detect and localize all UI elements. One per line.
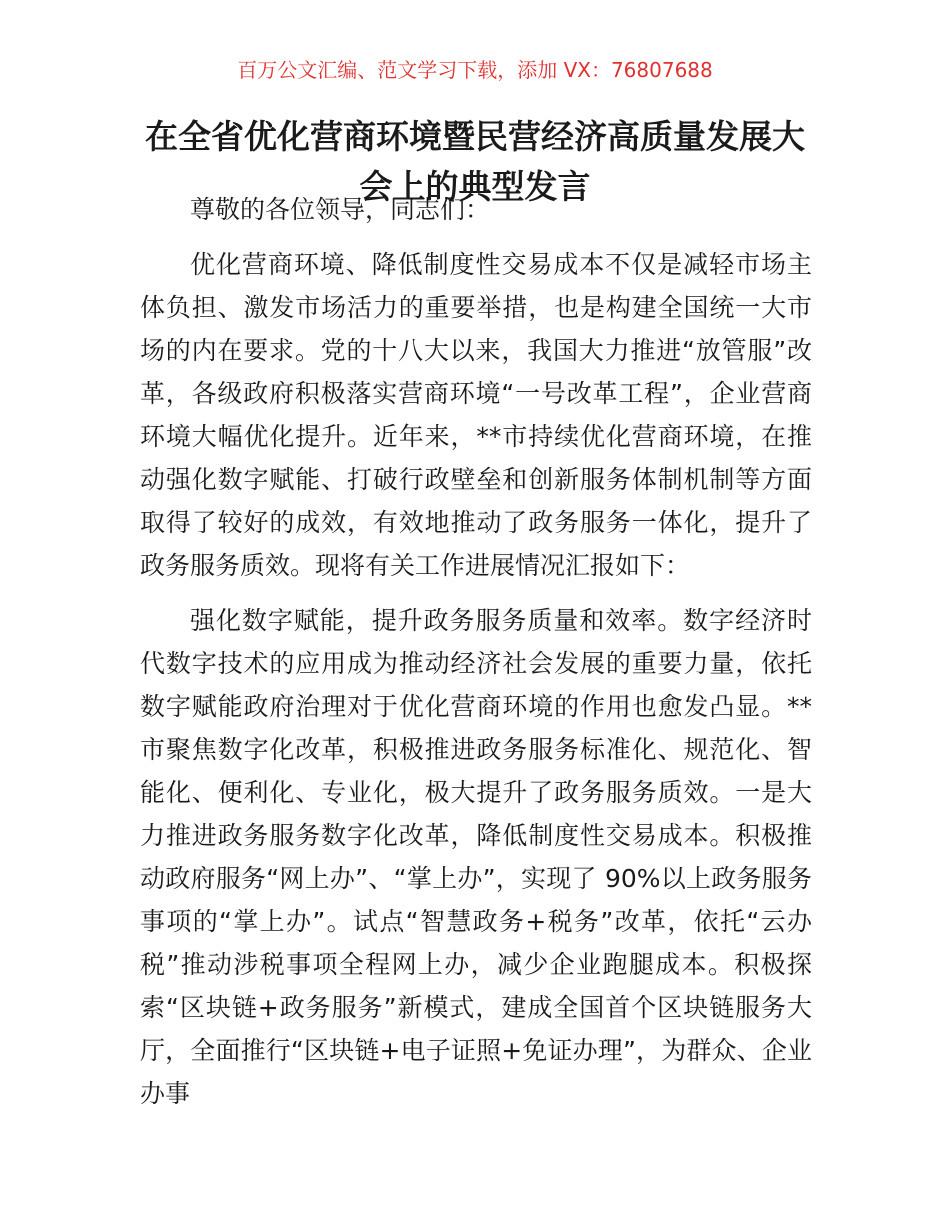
document-body [140, 188, 812, 1127]
document-title: 在全省优化营商环境暨民营经济高质量发展大会上的典型发言 [145, 117, 805, 206]
paragraph-intro: 优化营商环境、降低制度性交易成本不仅是减轻市场主体负担、激发市场活力的重要举措，也是构建全国统一大市场的内在要求。党的十八大以来，我国大力推进“放管服”改革，各级政府积极落实营商环境“一号改革工程”，企业营商环境大幅优化提升。近年来，**市持续优化营商环境，在推动强化数字赋能、打破行政壁垒和创新服务体制机制等方面取得了较好的成效，有效地推动了政务服务一体化，提升了政务服务质效。现将有关工作进展情况汇报如下： [140, 250, 812, 580]
greeting: 尊敬的各位领导，同志们： [190, 195, 491, 224]
promo-header: 百万公文汇编、范文学习下载，添加 VX：76807688 [237, 58, 713, 82]
paragraph-digital-empowerment: 强化数字赋能，提升政务服务质量和效率。数字经济时代数字技术的应用成为推动经济社会发展的重要力量，依托数字赋能政府治理对于优化营商环境的作用也愈发凸显。**市聚焦数字化改革，积极推进政务服务标准化、规范化、智能化、便利化、专业化，极大提升了政务服务质效。一是大力推进政务服务数字化改革，降低制度性交易成本。积极推动政府服务“网上办”、“掌上办”，实现了 90%以上政务服务事项的“掌上办”。试点“智慧政务+税务”改革，依托“云办税”推动涉税事项全程网上办，减少企业跑腿成本。积极探索“区块链+政务服务”新模式，建成全国首个区块链服务大厅，全面推行“区块链+电子证照+免证办理”，为群众、企业办事 [140, 606, 812, 1108]
